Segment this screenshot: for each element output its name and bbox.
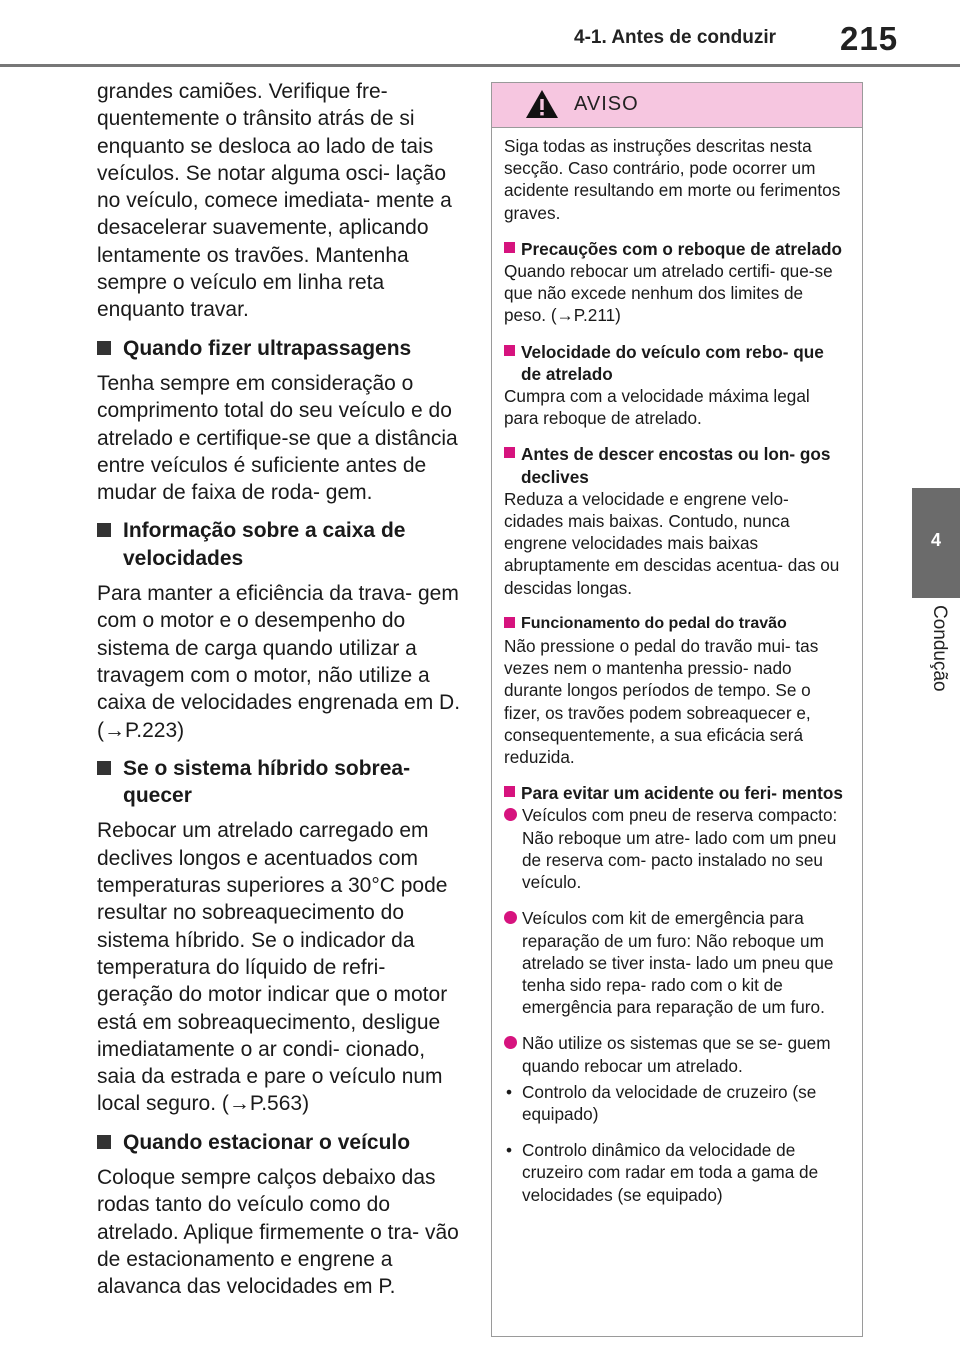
square-bullet-icon bbox=[97, 1135, 111, 1149]
section-heading bbox=[97, 1129, 467, 1156]
page-number: 215 bbox=[840, 20, 899, 57]
square-bullet-icon bbox=[504, 617, 515, 628]
square-bullet-icon bbox=[504, 447, 515, 458]
sub-list-item-text: Controlo dinâmico da velocidade de cruzeiro com radar em toda a gama de velocidades (se equipado) bbox=[522, 1140, 819, 1205]
warning-title: AVISO bbox=[574, 93, 639, 115]
square-bullet-icon bbox=[504, 345, 515, 356]
paragraph: Para manter a eficiência da trava- gem com o motor e o desempenho do sistema de carga quando utilizar a travagem com o motor, não utilize a caixa de velocidades engrenada em D. (→P.223) bbox=[97, 582, 461, 742]
list-item bbox=[504, 804, 844, 893]
sub-bullet-marker: • bbox=[506, 1140, 513, 1161]
paragraph: Tenha sempre em consideração o comprimento total do seu veículo e do atrelado e certifique-se que a distância entre veículos é suficiente antes de mudar de faixa de roda- gem. bbox=[97, 371, 458, 505]
paragraph: grandes camiões. Verifique fre- quentemente o trânsito atrás de si enquanto se desloca ao lado de tais veículos. Se notar alguma osci- lação no veículo, comece imediata- mente a desacelerar suavemente, aplicando lentamente os travões. Mantenha sempre o veículo em linha reta enquanto travar. bbox=[97, 80, 452, 322]
heading-text: Quando fizer ultrapassagens bbox=[123, 336, 412, 360]
list-item-text: Não utilize os sistemas que se se- guem quando rebocar um atrelado. bbox=[522, 1033, 831, 1076]
square-bullet-icon bbox=[97, 341, 111, 355]
warning-paragraph: Não pressione o pedal do travão mui- tas vezes nem o mantenha pressio- nado durante longos períodos de tempo. Se o fizer, os travões podem sobreaquecer e, consequentemente, a sua eficácia será reduzida. bbox=[504, 636, 819, 768]
square-bullet-icon bbox=[97, 761, 111, 775]
header-rule bbox=[0, 64, 960, 67]
warning-box bbox=[491, 82, 863, 1337]
heading-text: Precauções com o reboque de atrelado bbox=[521, 238, 842, 259]
chapter-tab bbox=[912, 488, 960, 598]
section-title: 4-1. Antes de conduzir bbox=[574, 27, 776, 48]
list-item-text: Veículos com pneu de reserva compacto: Não reboque um atre- lado com um pneu de reserva com- pacto instalado no seu veículo. bbox=[522, 805, 838, 893]
warning-header bbox=[492, 83, 862, 128]
square-bullet-icon bbox=[97, 523, 111, 537]
warning-heading bbox=[504, 782, 844, 804]
square-bullet-icon bbox=[504, 242, 515, 253]
warning-heading bbox=[504, 238, 844, 260]
heading-text: Se o sistema híbrido sobrea- quecer bbox=[123, 756, 411, 808]
chapter-label: Condução bbox=[929, 605, 950, 692]
warning-paragraph: Cumpra com a velocidade máxima legal para reboque de atrelado. bbox=[504, 386, 810, 429]
warning-paragraph: Quando rebocar um atrelado certifi- que-se que não excede nenhum dos limites de peso. (→P.211) bbox=[504, 261, 833, 326]
circle-bullet-icon bbox=[504, 1036, 517, 1049]
main-column bbox=[97, 78, 467, 1311]
list-item-text: Veículos com kit de emergência para reparação de um furo: Não reboque um atrelado se tiver insta- lado um pneu que tenha sido repa- rado com o kit de emergência para reparação de um furo. bbox=[522, 908, 834, 1018]
list-item bbox=[504, 907, 844, 1018]
square-bullet-icon bbox=[504, 786, 515, 797]
warning-triangle-icon bbox=[524, 88, 560, 120]
circle-bullet-icon bbox=[504, 808, 517, 821]
warning-intro: Siga todas as instruções descritas nesta secção. Caso contrário, pode ocorrer um acidente resultando em morte ou ferimentos graves. bbox=[504, 136, 841, 223]
warning-paragraph: Reduza a velocidade e engrene velo- cidades mais baixas. Contudo, nunca engrene velocidades mais baixas abruptamente em descidas acentua- das ou descidas longas. bbox=[504, 488, 840, 598]
section-heading bbox=[97, 755, 467, 810]
page-header bbox=[0, 0, 960, 70]
section-heading bbox=[97, 335, 467, 362]
circle-bullet-icon bbox=[504, 911, 517, 924]
heading-text: Antes de descer encostas ou lon- gos declives bbox=[521, 444, 831, 487]
sub-list-item bbox=[504, 1139, 844, 1206]
sub-list-item-text: Controlo da velocidade de cruzeiro (se equipado) bbox=[522, 1081, 817, 1124]
section-heading bbox=[97, 517, 467, 572]
sub-bullet-marker: • bbox=[506, 1081, 513, 1102]
heading-text: Velocidade do veículo com rebo- que de atrelado bbox=[521, 341, 824, 384]
list-item bbox=[504, 1032, 844, 1076]
warning-body bbox=[504, 135, 844, 1220]
warning-heading bbox=[504, 613, 844, 635]
paragraph: Rebocar um atrelado carregado em declives longos e acentuados com temperaturas superiores a 30°C pode resultar no sobreaquecimento do sistema híbrido. Se o indicador da temperatura do líquido de refri- geração do motor indicar que o motor está em sobreaquecimento, desligue imediatamente o ar condi- cionado, saia da estrada e pare o veículo num local seguro. (→P.563) bbox=[97, 819, 448, 1116]
warning-heading bbox=[504, 443, 844, 487]
heading-text: Informação sobre a caixa de velocidades bbox=[123, 519, 406, 570]
warning-heading bbox=[504, 341, 844, 385]
paragraph: Coloque sempre calços debaixo das rodas tanto do veículo como do atrelado. Aplique firmemente o tra- vão de estacionamento e engrene a alavanca das velocidades em P. bbox=[97, 1165, 459, 1299]
chapter-number: 4 bbox=[930, 530, 941, 550]
heading-text: Para evitar um acidente ou feri- mentos bbox=[521, 783, 843, 804]
heading-text: Funcionamento do pedal do travão bbox=[521, 614, 787, 632]
sub-list-item bbox=[504, 1081, 844, 1125]
heading-text: Quando estacionar o veículo bbox=[123, 1130, 411, 1154]
